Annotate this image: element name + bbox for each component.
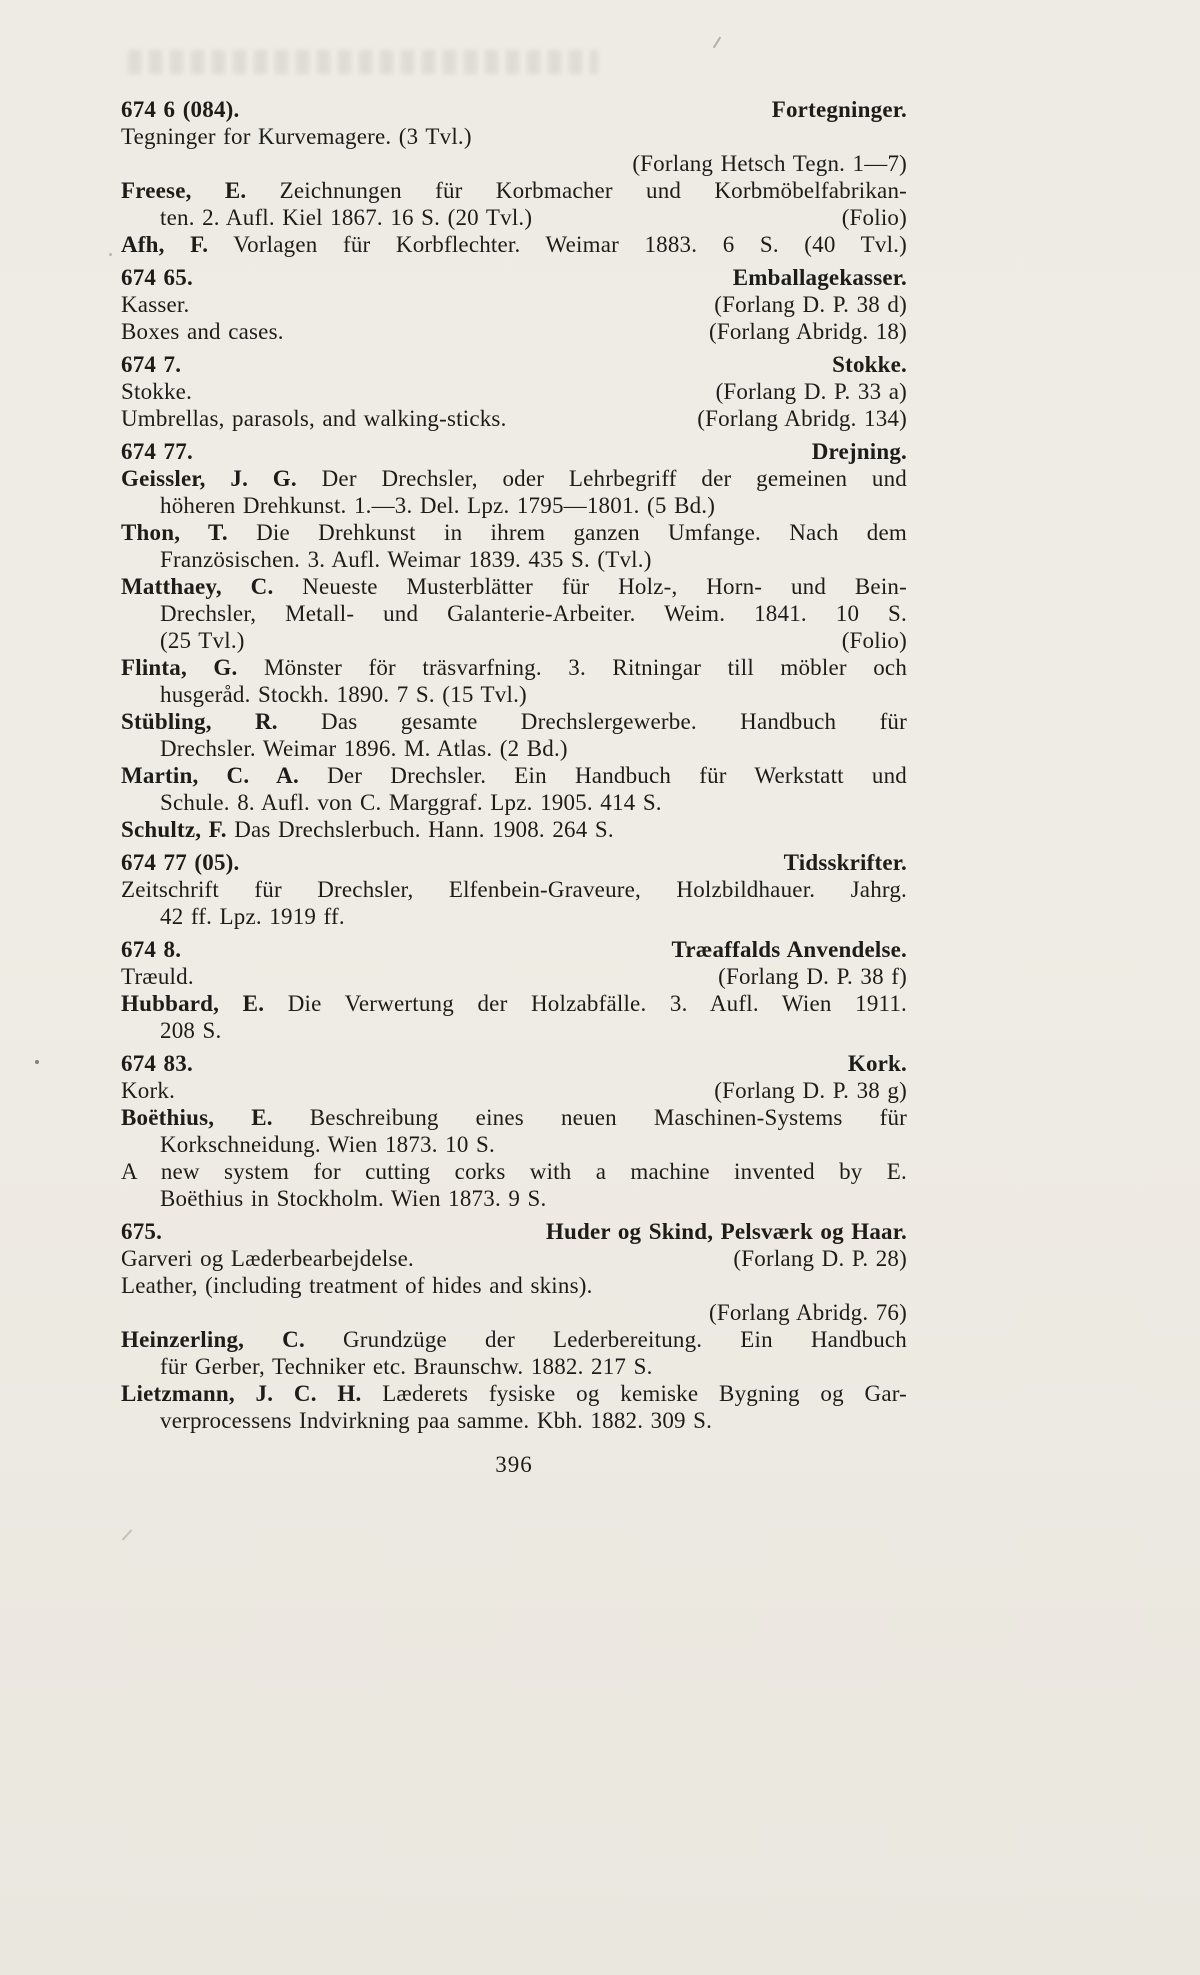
section-code: 674 77 (05). [121, 850, 240, 875]
section-heading [121, 1218, 907, 1245]
author-name: Matthaey, C. [121, 574, 274, 599]
catalog-line [121, 1017, 907, 1044]
catalog-line [121, 1131, 907, 1158]
line-text: Beschreibung eines neuen Maschinen-Systems für [309, 1105, 908, 1130]
line-text: Zeitschrift für Drechsler, Elfenbein-Graveure, Holzbildhauer. Jahrg. [121, 877, 907, 902]
catalog-line [121, 1245, 907, 1272]
catalog-line [121, 1272, 907, 1299]
line-text: husgeråd. Stockh. 1890. 7 S. (15 Tvl.) [160, 682, 527, 707]
author-name: Hubbard, E. [121, 991, 265, 1016]
section-heading [121, 936, 907, 963]
section-title: Drejning. [811, 439, 907, 464]
section-heading [121, 96, 907, 123]
catalog-line [121, 1104, 907, 1131]
catalog-line [121, 1299, 907, 1326]
cross-reference: (Forlang D. P. 38 f) [718, 964, 907, 989]
section-code: 674 6 (084). [121, 97, 240, 122]
cross-reference: (Forlang D. P. 28) [733, 1246, 907, 1271]
section-heading [121, 264, 907, 291]
catalog-line [121, 627, 907, 654]
line-text: ten. 2. Aufl. Kiel 1867. 16 S. (20 Tvl.) [160, 205, 533, 230]
section-heading [121, 438, 907, 465]
section-code: 674 77. [121, 439, 193, 464]
catalog-line [121, 1185, 907, 1212]
line-text: Grundzüge der Lederbereitung. Ein Handbuch [342, 1327, 908, 1352]
catalog-line [121, 1077, 907, 1104]
line-text: Mönster för träsvarfning. 3. Ritningar till möbler och [263, 655, 908, 680]
catalog-line [121, 204, 907, 231]
section-code: 674 8. [121, 937, 182, 962]
cross-reference: (Forlang D. P. 33 a) [715, 379, 907, 404]
catalog-line [121, 546, 907, 573]
section-code: 675. [121, 1219, 163, 1244]
line-text: Der Drechsler, oder Lehrbegriff der gemeinen und [321, 466, 907, 491]
catalog-line [121, 708, 907, 735]
line-text: Drechsler, Metall- und Galanterie-Arbeiter. Weim. 1841. 10 S. [160, 601, 907, 626]
line-text: Der Drechsler. Ein Handbuch für Werkstatt und [327, 763, 907, 788]
section-title: Stokke. [832, 352, 907, 377]
scan-speck [109, 253, 112, 256]
line-text: Træuld. [121, 964, 194, 989]
catalog-line [121, 291, 907, 318]
line-text: Das Drechslerbuch. Hann. 1908. 264 S. [234, 817, 614, 842]
line-text: Læderets fysiske og kemiske Bygning og Gar- [382, 1381, 907, 1406]
scan-speck [35, 1060, 39, 1064]
catalog-line [121, 789, 907, 816]
line-text: Korkschneidung. Wien 1873. 10 S. [160, 1132, 495, 1157]
cross-reference: (Forlang Abridg. 134) [697, 406, 907, 431]
cross-reference: (Folio) [841, 628, 907, 653]
catalog-line [121, 1407, 907, 1434]
line-text: Garveri og Læderbearbejdelse. [121, 1246, 414, 1271]
page-number [121, 1451, 907, 1478]
catalog-line [121, 318, 907, 345]
line-text: Die Verwertung der Holzabfälle. 3. Aufl. Wien 1911. [287, 991, 908, 1016]
line-text: Kasser. [121, 292, 190, 317]
section-heading [121, 1050, 907, 1077]
cross-reference: (Forlang D. P. 38 g) [714, 1078, 907, 1103]
scan-mark [713, 36, 722, 48]
line-text: Boxes and cases. [121, 319, 284, 344]
catalog-line [121, 573, 907, 600]
line-text: für Gerber, Techniker etc. Braunschw. 1882. 217 S. [160, 1354, 653, 1379]
section-heading [121, 849, 907, 876]
cross-reference: (Forlang Hetsch Tegn. 1—7) [632, 151, 907, 176]
catalog-line [121, 990, 907, 1017]
line-text: Neueste Musterblätter für Holz-, Horn- und Bein- [302, 574, 907, 599]
document-lines [121, 96, 907, 1478]
catalog-line [121, 876, 907, 903]
catalog-line [121, 1158, 907, 1185]
line-text: Vorlagen für Korbflechter. Weimar 1883. 6 S. (40 Tvl.) [233, 232, 907, 257]
author-name: Geissler, J. G. [121, 466, 297, 491]
line-text: Leather, (including treatment of hides and skins). [121, 1273, 593, 1298]
catalog-line [121, 492, 907, 519]
catalog-line [121, 1353, 907, 1380]
section-heading [121, 351, 907, 378]
line-text: Stokke. [121, 379, 193, 404]
catalog-line [121, 963, 907, 990]
line-text: verprocessens Indvirkning paa samme. Kbh. 1882. 309 S. [160, 1408, 713, 1433]
section-title: Fortegninger. [771, 97, 907, 122]
catalog-line [121, 177, 907, 204]
cross-reference: (Forlang Abridg. 18) [708, 319, 907, 344]
author-name: Martin, C. A. [121, 763, 299, 788]
catalog-line [121, 150, 907, 177]
catalog-line [121, 654, 907, 681]
author-name: Lietzmann, J. C. H. [121, 1381, 362, 1406]
page-number-text: 396 [495, 1452, 533, 1477]
section-title: Huder og Skind, Pelsværk og Haar. [545, 1219, 907, 1244]
line-text: Umbrellas, parasols, and walking-sticks. [121, 406, 507, 431]
catalog-line [121, 231, 907, 258]
section-title: Kork. [847, 1051, 907, 1076]
cross-reference: (Folio) [841, 205, 907, 230]
scan-mark [122, 1529, 133, 1541]
line-text: Boëthius in Stockholm. Wien 1873. 9 S. [160, 1186, 547, 1211]
author-name: Flinta, G. [121, 655, 238, 680]
line-text: Französischen. 3. Aufl. Weimar 1839. 435 S. (Tvl.) [160, 547, 652, 572]
line-text: A new system for cutting corks with a machine invented by E. [121, 1159, 907, 1184]
catalog-line [121, 378, 907, 405]
catalog-line [121, 735, 907, 762]
section-title: Træaffalds Anvendelse. [671, 937, 907, 962]
catalog-line [121, 681, 907, 708]
line-text: 208 S. [160, 1018, 222, 1043]
catalog-line [121, 903, 907, 930]
author-name: Boëthius, E. [121, 1105, 273, 1130]
author-name: Freese, E. [121, 178, 247, 203]
line-text: höheren Drehkunst. 1.—3. Del. Lpz. 1795—1801. (5 Bd.) [160, 493, 716, 518]
catalog-line [121, 1326, 907, 1353]
scan-artifact-ghost-text [128, 50, 598, 74]
author-name: Schultz, F. [121, 817, 227, 842]
author-name: Thon, T. [121, 520, 228, 545]
section-code: 674 65. [121, 265, 193, 290]
line-text: Das gesamte Drechslergewerbe. Handbuch für [321, 709, 907, 734]
catalog-line [121, 519, 907, 546]
catalog-line [121, 600, 907, 627]
catalog-line [121, 123, 907, 150]
author-name: Heinzerling, C. [121, 1327, 305, 1352]
line-text: Kork. [121, 1078, 176, 1103]
line-text: Tegninger for Kurvemagere. (3 Tvl.) [121, 124, 472, 149]
section-title: Tidsskrifter. [783, 850, 907, 875]
section-code: 674 83. [121, 1051, 193, 1076]
catalog-line [121, 405, 907, 432]
section-code: 674 7. [121, 352, 182, 377]
line-text: Die Drehkunst in ihrem ganzen Umfange. Nach dem [256, 520, 908, 545]
catalog-line [121, 465, 907, 492]
line-text: 42 ff. Lpz. 1919 ff. [160, 904, 345, 929]
line-text: Drechsler. Weimar 1896. M. Atlas. (2 Bd.) [160, 736, 568, 761]
author-name: Stübling, R. [121, 709, 278, 734]
catalog-line [121, 762, 907, 789]
line-text: Schule. 8. Aufl. von C. Marggraf. Lpz. 1905. 414 S. [160, 790, 662, 815]
catalog-line [121, 1380, 907, 1407]
cross-reference: (Forlang D. P. 38 d) [714, 292, 907, 317]
author-name: Afh, F. [121, 232, 209, 257]
section-title: Emballagekasser. [732, 265, 907, 290]
line-text: (25 Tvl.) [160, 628, 245, 653]
line-text: Zeichnungen für Korbmacher und Korbmöbelfabrikan- [279, 178, 908, 203]
catalog-line [121, 816, 907, 843]
cross-reference: (Forlang Abridg. 76) [708, 1300, 907, 1325]
